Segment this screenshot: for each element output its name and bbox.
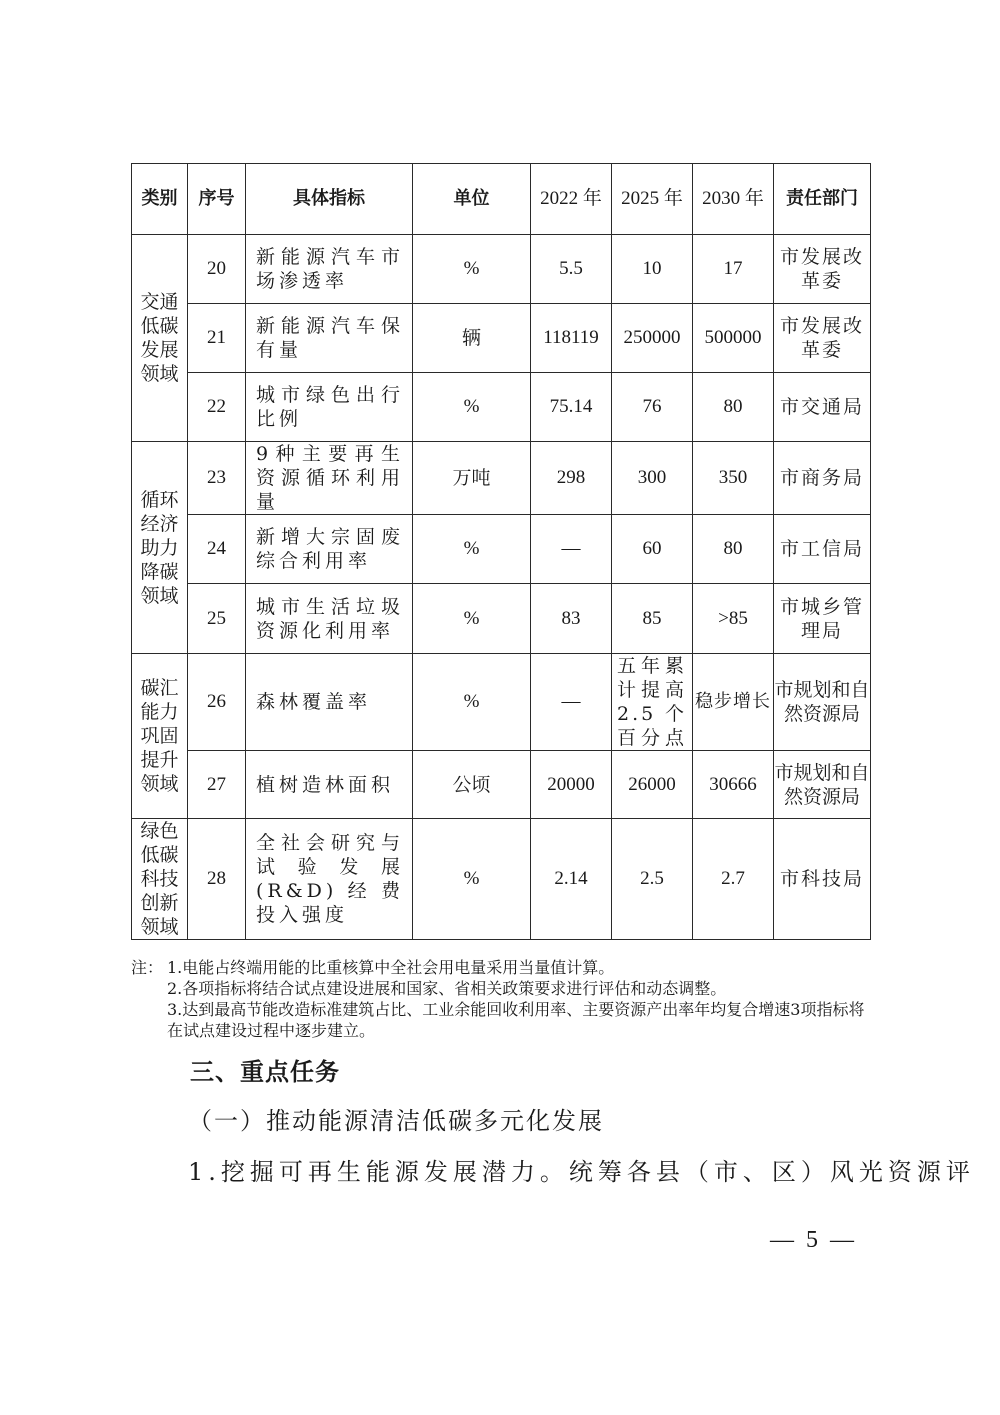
row-number: 20 <box>188 235 246 304</box>
department-cell: 市科技局 <box>774 819 871 940</box>
category-cell: 绿色低碳科技创新领域 <box>132 819 188 940</box>
note-item: 3.达到最高节能改造标准建筑占比、工业余能回收利用率、主要资源产出率年均复合增速3项指标将在试点建设过程中逐步建立。 <box>167 1000 865 1040</box>
unit-cell: % <box>413 235 531 304</box>
header-2025: 2025 年 <box>612 164 693 235</box>
value-2025: 26000 <box>612 751 693 819</box>
unit-cell: % <box>413 515 531 584</box>
unit-cell: 万吨 <box>413 442 531 515</box>
unit-cell: % <box>413 584 531 654</box>
value-2022: 118119 <box>531 304 612 373</box>
table-row <box>132 304 871 373</box>
category-cell: 交通低碳发展领域 <box>132 235 188 442</box>
indicator-name: 森林覆盖率 <box>246 654 413 751</box>
value-2022: 5.5 <box>531 235 612 304</box>
indicator-name: 新增大宗固废综合利用率 <box>246 515 413 584</box>
header-2030: 2030 年 <box>693 164 774 235</box>
table-row <box>132 442 871 515</box>
department-cell: 市发展改革委 <box>774 304 871 373</box>
table-row <box>132 373 871 442</box>
indicator-name: 植树造林面积 <box>246 751 413 819</box>
value-2030: 30666 <box>693 751 774 819</box>
value-2030: 500000 <box>693 304 774 373</box>
value-2030: 稳步增长 <box>693 654 774 751</box>
department-cell: 市工信局 <box>774 515 871 584</box>
row-number: 21 <box>188 304 246 373</box>
value-2025: 60 <box>612 515 693 584</box>
note-text: 1.电能占终端用能的比重核算中全社会用电量采用当量值计算。 <box>167 958 615 977</box>
subsection-heading: （一）推动能源清洁低碳多元化发展 <box>188 1107 604 1135</box>
department-cell: 市城乡管理局 <box>774 584 871 654</box>
header-indicator: 具体指标 <box>246 164 413 235</box>
department-cell: 市规划和自然资源局 <box>774 751 871 819</box>
table-row <box>132 515 871 584</box>
row-number: 26 <box>188 654 246 751</box>
notes-label: 注： <box>131 958 164 977</box>
category-cell: 碳汇能力巩固提升领域 <box>132 654 188 819</box>
value-2030: 350 <box>693 442 774 515</box>
value-2030: 80 <box>693 373 774 442</box>
note-item: 2.各项指标将结合试点建设进展和国家、省相关政策要求进行评估和动态调整。 <box>167 979 727 998</box>
indicator-name: 新能源汽车保有量 <box>246 304 413 373</box>
unit-cell: % <box>413 654 531 751</box>
value-2025: 85 <box>612 584 693 654</box>
row-number: 25 <box>188 584 246 654</box>
row-number: 28 <box>188 819 246 940</box>
value-2030: >85 <box>693 584 774 654</box>
value-2022: 83 <box>531 584 612 654</box>
header-category: 类别 <box>132 164 188 235</box>
value-2022: 298 <box>531 442 612 515</box>
page-number: — 5 — <box>770 1227 857 1253</box>
note-item <box>131 957 873 978</box>
unit-cell: % <box>413 819 531 940</box>
value-2025: 76 <box>612 373 693 442</box>
section-heading: 三、重点任务 <box>190 1058 340 1086</box>
table-row <box>132 235 871 304</box>
value-2025: 10 <box>612 235 693 304</box>
indicator-name: 9种主要再生资源循环利用量 <box>246 442 413 515</box>
table-row <box>132 654 871 751</box>
value-2025: 2.5 <box>612 819 693 940</box>
indicator-name: 全社会研究与试验发展(R&D)经费投入强度 <box>246 819 413 940</box>
table-row <box>132 751 871 819</box>
value-2030: 2.7 <box>693 819 774 940</box>
department-cell: 市规划和自然资源局 <box>774 654 871 751</box>
value-2022: — <box>531 515 612 584</box>
value-2030: 17 <box>693 235 774 304</box>
value-2025: 300 <box>612 442 693 515</box>
unit-cell: 公顷 <box>413 751 531 819</box>
indicator-name: 新能源汽车市场渗透率 <box>246 235 413 304</box>
category-cell: 循环经济助力降碳领域 <box>132 442 188 654</box>
value-2022: — <box>531 654 612 751</box>
header-number: 序号 <box>188 164 246 235</box>
table-row <box>132 819 871 940</box>
table-header-row <box>132 164 871 235</box>
unit-cell: 辆 <box>413 304 531 373</box>
value-2030: 80 <box>693 515 774 584</box>
indicator-name: 城市绿色出行比例 <box>246 373 413 442</box>
value-2025: 250000 <box>612 304 693 373</box>
value-2022: 75.14 <box>531 373 612 442</box>
value-2025: 五年累计提高2.5个百分点 <box>612 654 693 751</box>
row-number: 22 <box>188 373 246 442</box>
row-number: 24 <box>188 515 246 584</box>
department-cell: 市发展改革委 <box>774 235 871 304</box>
row-number: 27 <box>188 751 246 819</box>
department-cell: 市交通局 <box>774 373 871 442</box>
indicator-name: 城市生活垃圾资源化利用率 <box>246 584 413 654</box>
header-department: 责任部门 <box>774 164 871 235</box>
body-paragraph: 1.挖掘可再生能源发展潜力。统筹各县（市、区）风光资源评 <box>188 1158 975 1186</box>
value-2022: 20000 <box>531 751 612 819</box>
table-row <box>132 584 871 654</box>
header-2022: 2022 年 <box>531 164 612 235</box>
header-unit: 单位 <box>413 164 531 235</box>
value-2022: 2.14 <box>531 819 612 940</box>
indicator-table <box>131 163 871 940</box>
table-notes <box>131 957 873 1041</box>
row-number: 23 <box>188 442 246 515</box>
department-cell: 市商务局 <box>774 442 871 515</box>
unit-cell: % <box>413 373 531 442</box>
